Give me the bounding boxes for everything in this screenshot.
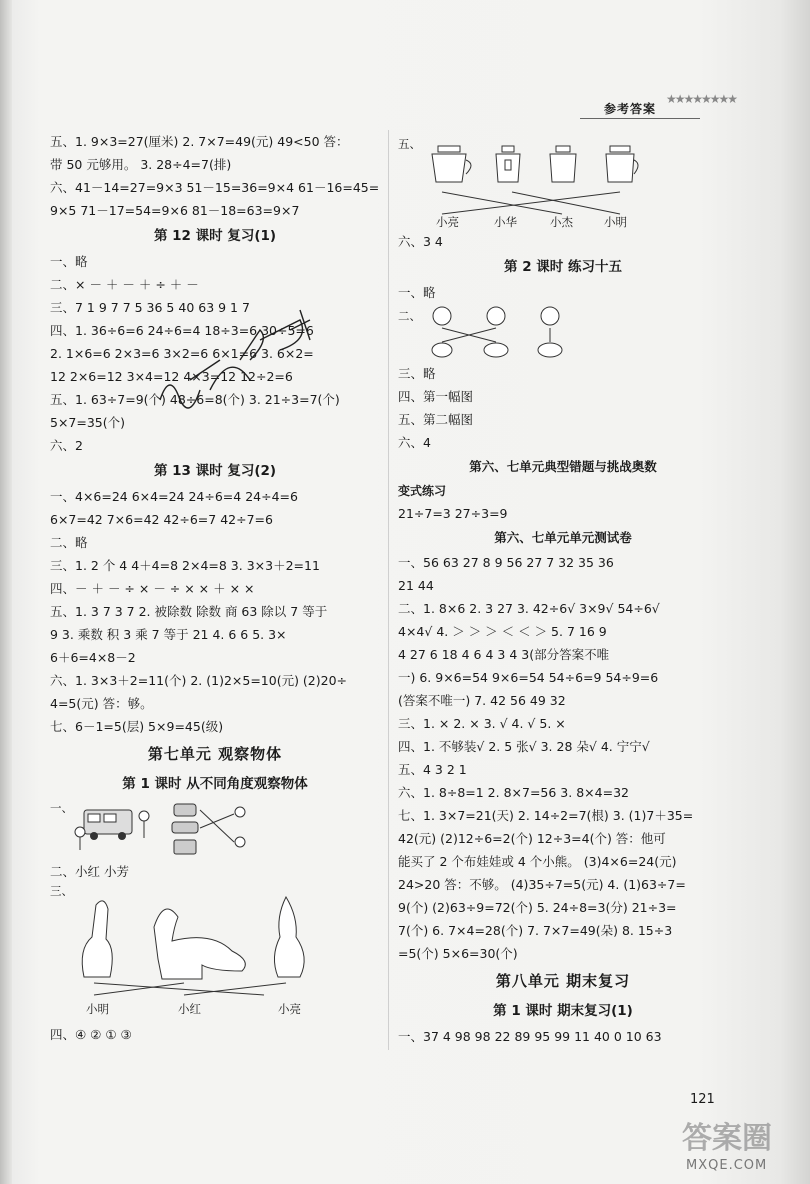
unit8-heading: 第八单元 期末复习 [495, 972, 631, 990]
answer-line: 2. 1×6=6 2×3=6 3×2=6 6×1=6 3. 6×2= [50, 346, 314, 361]
stars-decoration: ★★★★★★★★ [666, 92, 737, 106]
q2-label: 二、 [398, 309, 421, 323]
answer-line: 一、56 63 27 8 9 56 27 7 32 35 36 [398, 555, 614, 570]
answer-line: 二、略 [50, 535, 88, 550]
cups-figure [398, 130, 728, 230]
left-column [50, 130, 380, 1046]
question1-figure [50, 798, 380, 860]
header-rule [580, 118, 700, 119]
answer-line: 42(元) (2)12÷6=2(个) 12÷3=4(个) 答：他可 [398, 831, 666, 846]
cup-name-0: 小亮 [436, 215, 459, 229]
cup-name-3: 小明 [604, 215, 627, 229]
vehicles-illustration [74, 798, 274, 860]
answer-line: 四、第一幅图 [398, 389, 474, 404]
q2-answer: 二、小红 小芳 [50, 864, 129, 879]
errors-heading: 第六、七单元典型错题与挑战奥数 [469, 459, 657, 474]
answer-line: 7(个) 6. 7×4=28(个) 7. 7×7=49(朵) 8. 15÷3 [398, 923, 673, 938]
cup-icon [496, 146, 520, 182]
teapot-icon [538, 343, 562, 357]
answer-line: (答案不唯一) 7. 42 56 49 32 [398, 693, 566, 708]
page-number: 121 [690, 1092, 715, 1107]
unit7-heading: 第七单元 观察物体 [147, 745, 283, 763]
answer-line: 六、41－14=27=9×3 51－15=36=9×4 61－16=45= [50, 180, 380, 195]
answer-line: 五、1. 63÷7=9(个) 48÷6=8(个) 3. 21÷3=7(个) [50, 392, 340, 407]
unit7-lesson1-heading: 第 1 课时 从不同角度观察物体 [122, 776, 308, 792]
header-title: 参考答案 [604, 102, 657, 116]
teapot-icon [432, 343, 452, 357]
svg-text:答案圈: 答案圈 [682, 1121, 772, 1156]
car-top-view-icon [174, 804, 196, 816]
answer-line: 6＋6=4×8－2 [50, 650, 136, 665]
unit8-q1-answer: 一、37 4 98 98 22 89 95 99 11 40 0 10 63 [398, 1029, 662, 1044]
dino-name-2: 小亮 [278, 1002, 301, 1016]
answer-line: 三、1. × 2. × 3. √ 4. √ 5. × [398, 716, 566, 731]
answer-line: 六、1. 3×3＋2=11(个) 2. (1)2×5=10(元) (2)20÷ [50, 673, 348, 688]
answer-line: 12 2×6=12 3×4=12 4×3=12 12÷2=6 [50, 369, 293, 384]
cup-icon [432, 146, 471, 182]
column-divider [388, 130, 389, 1050]
child-icon [235, 837, 245, 847]
answer-line: 9(个) (2)63÷9=72(个) 5. 24÷8=3(分) 21÷3= [398, 900, 677, 915]
answer-line: 一、略 [398, 285, 436, 300]
variant-answer: 21÷7=3 27÷3=9 [398, 506, 508, 521]
q4-answer: 四、④ ② ① ③ [50, 1027, 132, 1042]
answer-line: 二、1. 8×6 2. 3 27 3. 42÷6√ 3×9√ 54÷6√ [398, 601, 660, 616]
unit8-lesson1-heading: 第 1 课时 期末复习(1) [493, 1003, 633, 1019]
lesson13-answers [50, 485, 380, 738]
q5-label: 五、 [398, 137, 421, 151]
lesson2-answers-b [398, 362, 728, 454]
boy-icon [75, 827, 85, 850]
answer-line: 一) 6. 9×6=54 9×6=54 54÷6=9 54÷9=6 [398, 670, 659, 685]
watermark [676, 1110, 796, 1180]
child-icon [235, 807, 245, 817]
answer-line: 六、4 [398, 435, 431, 450]
answer-line: 七、1. 3×7=21(天) 2. 14÷2=7(根) 3. (1)7＋35= [398, 808, 694, 823]
answer-line: 5×7=35(个) [50, 415, 126, 430]
lesson12-heading: 第 12 课时 复习(1) [153, 228, 277, 244]
answer-line: 4=5(元) 答：够。 [50, 696, 153, 711]
answer-line: 六、1. 8÷8=1 2. 8×7=56 3. 8×4=32 [398, 785, 629, 800]
answer-line: 五、1. 9×3=27(厘米) 2. 7×7=49(元) 49<50 答： [50, 134, 349, 149]
unit6-answers-tail [50, 130, 380, 222]
variant-label: 变式练习 [398, 484, 447, 498]
answer-line: 六、2 [50, 438, 83, 453]
lesson13-heading: 第 13 课时 复习(2) [153, 463, 277, 479]
lesson2-heading: 第 2 课时 练习十五 [504, 259, 622, 275]
answer-line: 四、1. 36÷6=6 24÷6=4 18÷3=6 30÷5=6 [50, 323, 314, 338]
answer-line: 七、6－1=5(层) 5×9=45(级) [50, 719, 224, 734]
answer-line: 一、4×6=24 6×4=24 24÷6=4 24÷4=6 [50, 489, 298, 504]
girl-icon [139, 811, 149, 838]
teapot-icon [484, 343, 508, 357]
cup-name-1: 小华 [494, 215, 517, 229]
dinosaur-illustration [74, 887, 314, 997]
answer-line: 五、1. 3 7 3 7 2. 被除数 除数 商 63 除以 7 等于 [50, 604, 328, 619]
teapot-figure [398, 304, 728, 362]
answer-line: 能买了 2 个布娃娃或 4 个小熊。 (3)4×6=24(元) [398, 854, 677, 869]
cup-icon [606, 146, 638, 182]
cup-name-2: 小杰 [550, 215, 573, 229]
car-side-view-icon [172, 822, 198, 833]
child-icon [487, 307, 505, 325]
answer-line: 四、1. 不够装√ 2. 5 张√ 3. 28 朵√ 4. 宁宁√ [398, 739, 650, 754]
q1-label: 一、 [50, 801, 73, 815]
q6-answer: 六、3 4 [398, 234, 443, 249]
truck-icon [84, 810, 132, 840]
answer-line: 三、1. 2 个 4 4＋4=8 2×4=8 3. 3×3＋2=11 [50, 558, 320, 573]
child-icon [433, 307, 451, 325]
page-header [580, 92, 780, 122]
dinosaur-front-icon [82, 901, 112, 977]
lesson2-answers-a [398, 281, 728, 304]
dino-name-0: 小明 [86, 1002, 109, 1016]
answer-line: 24>20 答：不够。 (4)35÷7=5(元) 4. (1)63÷7= [398, 877, 686, 892]
unit-test-heading: 第六、七单元单元测试卷 [494, 530, 632, 545]
answer-line: 二、× － ＋ － ＋ ÷ ＋ － [50, 277, 199, 292]
answer-line: 4×4√ 4. ＞ ＞ ＞ ＜ ＜ ＞ 5. 7 16 9 [398, 624, 607, 639]
answer-line: 四、－ ＋ － ÷ × － ÷ × × ＋ × × [50, 581, 255, 596]
dinosaur-figure [50, 883, 380, 1023]
handwriting-scribble [150, 300, 340, 430]
answer-line: 五、4 3 2 1 [398, 762, 467, 777]
child-icon [541, 307, 559, 325]
answer-line: 6×7=42 7×6=42 42÷6=7 42÷7=6 [50, 512, 273, 527]
teapot-illustration [422, 304, 592, 360]
answer-line: 9×5 71－17=54=9×6 81－18=63=9×7 [50, 203, 300, 218]
answer-line: 4 27 6 18 4 6 4 3 4 3(部分答案不唯 [398, 647, 610, 662]
answer-line: 三、略 [398, 366, 436, 381]
dinosaur-side-icon [154, 909, 245, 979]
dinosaur-back-icon [274, 897, 304, 977]
answer-line: 一、略 [50, 254, 88, 269]
unit-test-answers [398, 551, 728, 965]
answer-line: 带 50 元够用。 3. 28÷4=7(排) [50, 157, 232, 172]
dino-name-1: 小红 [178, 1002, 201, 1016]
answer-line: =5(个) 5×6=30(个) [398, 946, 518, 961]
right-column [398, 130, 728, 1048]
answer-line: 21 44 [398, 578, 434, 593]
cup-icon [550, 146, 576, 182]
book-spine [0, 0, 12, 1184]
cups-illustration [422, 138, 682, 218]
car-front-view-icon [174, 840, 196, 854]
watermark-url: MXQE.COM [686, 1158, 768, 1173]
answer-line: 三、7 1 9 7 7 5 36 5 40 63 9 1 7 [50, 300, 250, 315]
answer-line: 9 3. 乘数 积 3 乘 7 等于 21 4. 6 6 5. 3× [50, 627, 287, 642]
watermark-logo-icon [676, 1110, 796, 1160]
q3-label: 三、 [50, 884, 73, 898]
answer-line: 五、第二幅图 [398, 412, 474, 427]
